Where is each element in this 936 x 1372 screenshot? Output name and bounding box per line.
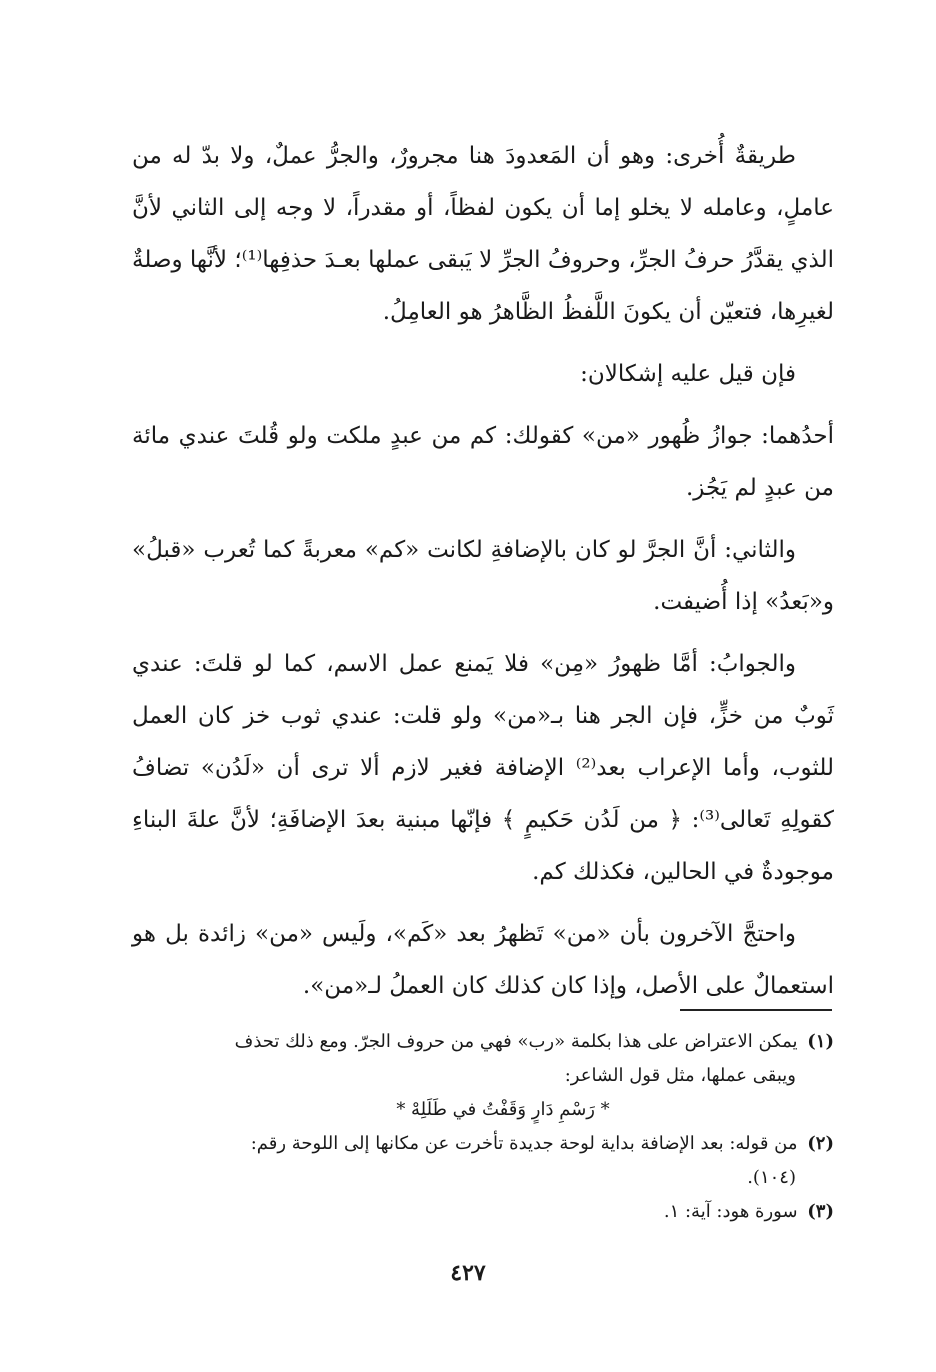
paragraph-1: طريقةٌ أُخرى: وهو أن المَعدودَ هنا مجرورٌ، والجرُّ عملٌ، ولا بدّ له من عاملٍ، وعامله لا يخلو إما أن يكون لفظاً، أو مقدراً، لا وجه إلى الثاني لأنَّ الذي يقدَّرُ حرفُ الجرِّ، وحروفُ الجرِّ لا يَبقى عملها بعـدَ حذفِها⁽¹⁾؛ لأنَّها وصلةٌ لغيرِها، فتعيّن أن يكونَ اللَّفظُ الظَّاهرُ هو العامِلُ. (132, 143, 834, 325)
paragraph-4: والثاني: أنَّ الجرَّ لو كان بالإضافةِ لكانت «كم» معربةً كما تُعرب «قبلُ» و«بَعدُ» إذا أُضيفت. (132, 537, 834, 615)
footnote-divider (680, 1009, 832, 1011)
footnote-2-continuation: (١٠٤). (747, 1167, 796, 1188)
paragraph-2: فإن قيل عليه إشكالان: (580, 361, 796, 387)
main-text (132, 130, 834, 1022)
footnote-1-continuation: ويبقى عملها، مثل قول الشاعر: (564, 1065, 796, 1086)
footnote-2 (132, 1127, 834, 1161)
footnote-3 (132, 1195, 834, 1229)
footnote-2-number: (٢) (807, 1133, 834, 1154)
footnote-1 (132, 1025, 834, 1059)
footnote-3-text: سورة هود: آية: ١. (663, 1201, 798, 1222)
paragraph-3: أحدُهما: جوازُ ظُهور «من» كقولك: كم من عبدٍ ملكت ولو قُلتَ عندي مائة من عبدٍ لم يَجُز. (132, 423, 834, 501)
footnote-1-number: (١) (807, 1031, 834, 1052)
paragraph-5: والجوابُ: أمَّا ظهورُ «مِن» فلا يَمنع عمل الاسم، كما لو قلتَ: عندي ثَوبٌ من خزٍّ، فإن الجر هنا بـ«من» ولو قلت: عندي ثوب خز كان العمل للثوب، وأما الإعراب بعد⁽²⁾ الإضافة فغير لازم ألا ترى أن «لَدُن» تضافُ كقولِهِ تَعالى⁽³⁾: ﴿ من لَدُن حَكيمٍ ﴾ فإنّها مبنية بعدَ الإضافَةِ؛ لأنَّ علةَ البناءِ موجودةٌ في الحالين، فكذلك كم. (132, 651, 834, 885)
paragraph-6: واحتجَّ الآخرون بأن «من» تَظهرُ بعد «كَم»، ولَيس «من» زائدة بل هو استعمالٌ على الأصل، وإذا كان كذلك كان العملُ لـ«من». (132, 921, 834, 999)
page-number: ٤٢٧ (450, 1260, 486, 1286)
footnote-3-number: (٣) (807, 1201, 834, 1222)
footnote-1-text: يمكن الاعتراض على هذا بكلمة «رب» فهي من حروف الجرّ. ومع ذلك تحذف (234, 1031, 798, 1052)
footnote-1-verse: * رَسْمِ دَارٍ وَقَفْتُ في طَلَلِهْ * (396, 1099, 610, 1120)
footnote-2-text: من قوله: بعد الإضافة بداية لوحة جديدة تأخرت عن مكانها إلى اللوحة رقم: (250, 1133, 798, 1154)
footnotes (132, 1025, 834, 1229)
